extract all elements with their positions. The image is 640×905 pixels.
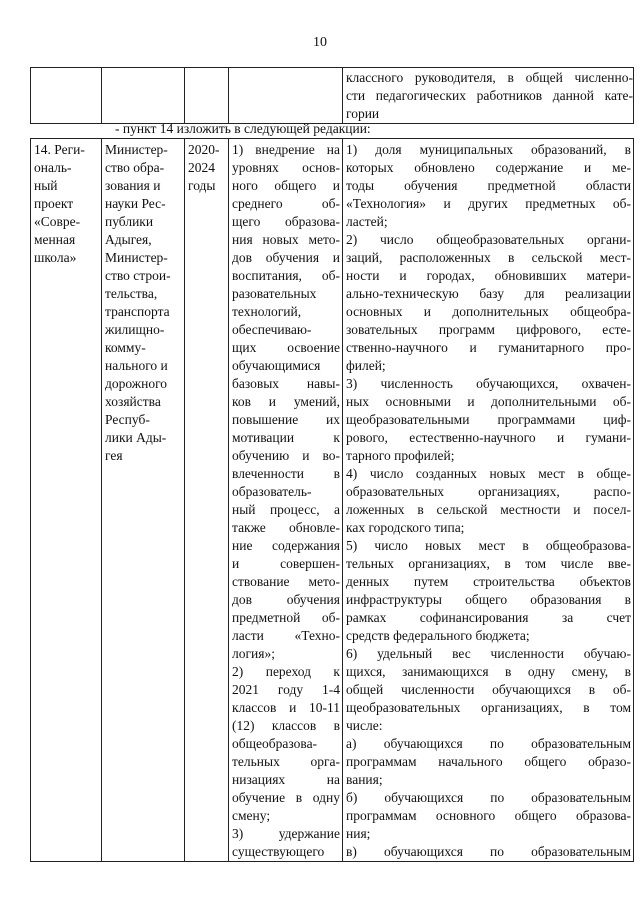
text-line: науки Рес-: [105, 196, 166, 211]
text-line: рового, естественно-научного и гумани-: [346, 430, 631, 445]
text-line: зования и: [105, 178, 161, 193]
text-line: ние содержания: [232, 538, 340, 553]
text-line: филей;: [346, 358, 386, 373]
text-line: ственно-научного и гуманитарного про-: [346, 340, 631, 355]
executor-cell: [102, 139, 185, 862]
text-line: низациях на: [232, 772, 340, 787]
continuation-text: [343, 68, 633, 123]
text-line: Адыгея,: [105, 232, 152, 247]
text-line: 2024: [188, 160, 215, 175]
text-line: ности и городах, обновивших матери-: [346, 268, 631, 283]
text-line: денных путем строительства объектов: [346, 574, 631, 589]
text-line: 5) число новых мест в общеобразова-: [346, 538, 631, 553]
text-line: обучению и во-: [232, 448, 340, 463]
text-line: дов обучения: [232, 592, 340, 607]
text-line: 4) число созданных новых мест в обще-: [346, 466, 631, 481]
text-line: и совершен-: [232, 556, 340, 571]
text-line: менная: [34, 232, 76, 247]
text-line: (12) классов в: [232, 718, 340, 733]
text-line: Министер-: [105, 250, 168, 265]
text-line: которых обновлено содержание и ме-: [346, 160, 631, 175]
text-line: основных и дополнительных общеобра-: [346, 304, 631, 319]
text-line: классов и 10-11: [232, 700, 340, 715]
text-line: мотивации к: [232, 430, 340, 445]
continuation-cell: [343, 68, 634, 124]
text-line: ство обра-: [105, 160, 165, 175]
text-line: 6) удельный вес численности обучаю-: [346, 646, 631, 661]
text-line: зовательных программ цифрового, есте-: [346, 322, 631, 337]
text-line: ствование мето-: [232, 574, 340, 589]
text-line: классного руководителя, в общей численно-: [346, 70, 633, 85]
text-line: щеобразовательных организациях, в том: [346, 700, 631, 715]
period-cell: [185, 139, 229, 862]
text-line: годы: [188, 178, 216, 193]
text-line: б) обучающихся по образовательным: [346, 790, 631, 805]
text-line: средств федерального бюджета;: [346, 628, 530, 643]
text-line: «Технология» и других предметных об-: [346, 196, 631, 211]
text-line: щеобразовательными программами циф-: [346, 412, 631, 427]
text-line: общей численности обучающихся в об-: [346, 682, 631, 697]
actions-cell: [229, 139, 343, 862]
text-line: сти педагогических работников данной кате-: [346, 88, 633, 103]
text-line: разовательных: [232, 286, 317, 301]
text-line: образователь-: [232, 484, 312, 499]
text-line: образовательных организациях, распо-: [346, 484, 631, 499]
text-line: ный процесс, а: [232, 502, 340, 517]
text-line: рамках софинансирования за счет: [346, 610, 631, 625]
continuation-table: [30, 67, 634, 124]
text-line: ных основными и дополнительными об-: [346, 394, 631, 409]
text-line: ально-техническую базу для реализации: [346, 286, 631, 301]
text-line: ложенных в сельской местности и посел-: [346, 502, 631, 517]
text-line: уровнях основ-: [232, 160, 340, 175]
text-line: числе:: [346, 718, 383, 733]
text-line: существующего: [232, 844, 325, 859]
text-line: также обновле-: [232, 520, 340, 535]
text-line: гории: [346, 106, 380, 121]
text-line: обеспечиваю-: [232, 322, 312, 337]
page-number: 10: [313, 35, 327, 50]
empty-cell: [102, 68, 185, 124]
text-line: тельных организациях, в том числе вве-: [346, 556, 631, 571]
text-line: ласти «Техно-: [232, 628, 340, 643]
text-line: программам основного общего образова-: [346, 808, 631, 823]
text-line: а) обучающихся по образовательным: [346, 736, 631, 751]
text-line: технологий,: [232, 304, 302, 319]
project-name: [31, 139, 101, 267]
text-line: тельства,: [105, 286, 158, 301]
text-line: «Совре-: [34, 214, 81, 229]
text-line: нального и: [105, 358, 168, 373]
executor-text: [102, 139, 184, 465]
text-line: заций, расположенных в сельской мест-: [346, 250, 631, 265]
text-line: среднего об-: [232, 196, 340, 211]
text-line: жилищно-: [105, 322, 165, 337]
text-line: 3) численность обучающихся, охвачен-: [346, 376, 631, 391]
actions-text: [229, 139, 342, 861]
text-line: ков и умений,: [232, 394, 340, 409]
text-line: 3) удержание: [232, 826, 340, 841]
text-line: дорожного: [105, 376, 168, 391]
table-row: [31, 68, 634, 124]
text-line: ональ-: [34, 160, 72, 175]
empty-cell: [31, 68, 102, 124]
text-line: предметной об-: [232, 610, 340, 625]
period-text: [185, 139, 228, 195]
text-line: ластей;: [346, 214, 388, 229]
text-line: общеобразова-: [232, 736, 318, 751]
empty-cell: [185, 68, 229, 124]
text-line: щих освоение: [232, 340, 340, 355]
text-line: 1) доля муниципальных образований, в: [346, 142, 631, 157]
text-line: воспитания, об-: [232, 268, 340, 283]
text-line: проект: [34, 196, 74, 211]
text-line: вания;: [346, 772, 383, 787]
text-line: школа»: [34, 250, 77, 265]
text-line: ния;: [346, 826, 371, 841]
text-line: транспорта: [105, 304, 170, 319]
criteria-cell: [343, 139, 634, 862]
table-row: [31, 139, 634, 862]
text-line: Министер-: [105, 142, 168, 157]
text-line: щего образова-: [232, 214, 340, 229]
text-line: 2) число общеобразовательных органи-: [346, 232, 631, 247]
text-line: в) обучающихся по образовательным: [346, 844, 631, 859]
text-line: 14. Реги-: [34, 142, 85, 157]
text-line: хозяйства: [105, 394, 161, 409]
amendment-instruction: - пункт 14 изложить в следующей редакции:: [115, 121, 371, 136]
text-line: 2020-: [188, 142, 220, 157]
text-line: ках городского типа;: [346, 520, 465, 535]
text-line: комму-: [105, 340, 146, 355]
text-line: программам начального общего образо-: [346, 754, 631, 769]
project-name-cell: [31, 139, 102, 862]
text-line: тоды обучения предметной области: [346, 178, 631, 193]
text-line: 1) внедрение на: [232, 142, 340, 157]
text-line: ство строи-: [105, 268, 171, 283]
text-line: базовых навы-: [232, 376, 340, 391]
empty-cell: [229, 68, 343, 124]
text-line: щихся, занимающихся в одну смену, в: [346, 664, 631, 679]
text-line: гея: [105, 448, 123, 463]
text-line: ный: [34, 178, 58, 193]
text-line: ного общего и: [232, 178, 340, 193]
text-line: ния новых мето-: [232, 232, 340, 247]
text-line: публики: [105, 214, 154, 229]
text-line: тельных орга-: [232, 754, 340, 769]
text-line: повышение их: [232, 412, 340, 427]
text-line: Респуб-: [105, 412, 150, 427]
text-line: смену;: [232, 808, 271, 823]
text-line: тарного профилей;: [346, 448, 455, 463]
text-line: 2) переход к: [232, 664, 340, 679]
text-line: 2021 году 1-4: [232, 682, 340, 697]
text-line: лики Ады-: [105, 430, 167, 445]
text-line: обучение в одну: [232, 790, 340, 805]
text-line: инфраструктуры общего образования в: [346, 592, 631, 607]
criteria-text: [343, 139, 633, 861]
text-line: влеченности в: [232, 466, 340, 481]
text-line: логия»;: [232, 646, 275, 661]
text-line: дов обучения и: [232, 250, 340, 265]
text-line: обучающимися: [232, 358, 321, 373]
measures-table: [30, 138, 634, 862]
